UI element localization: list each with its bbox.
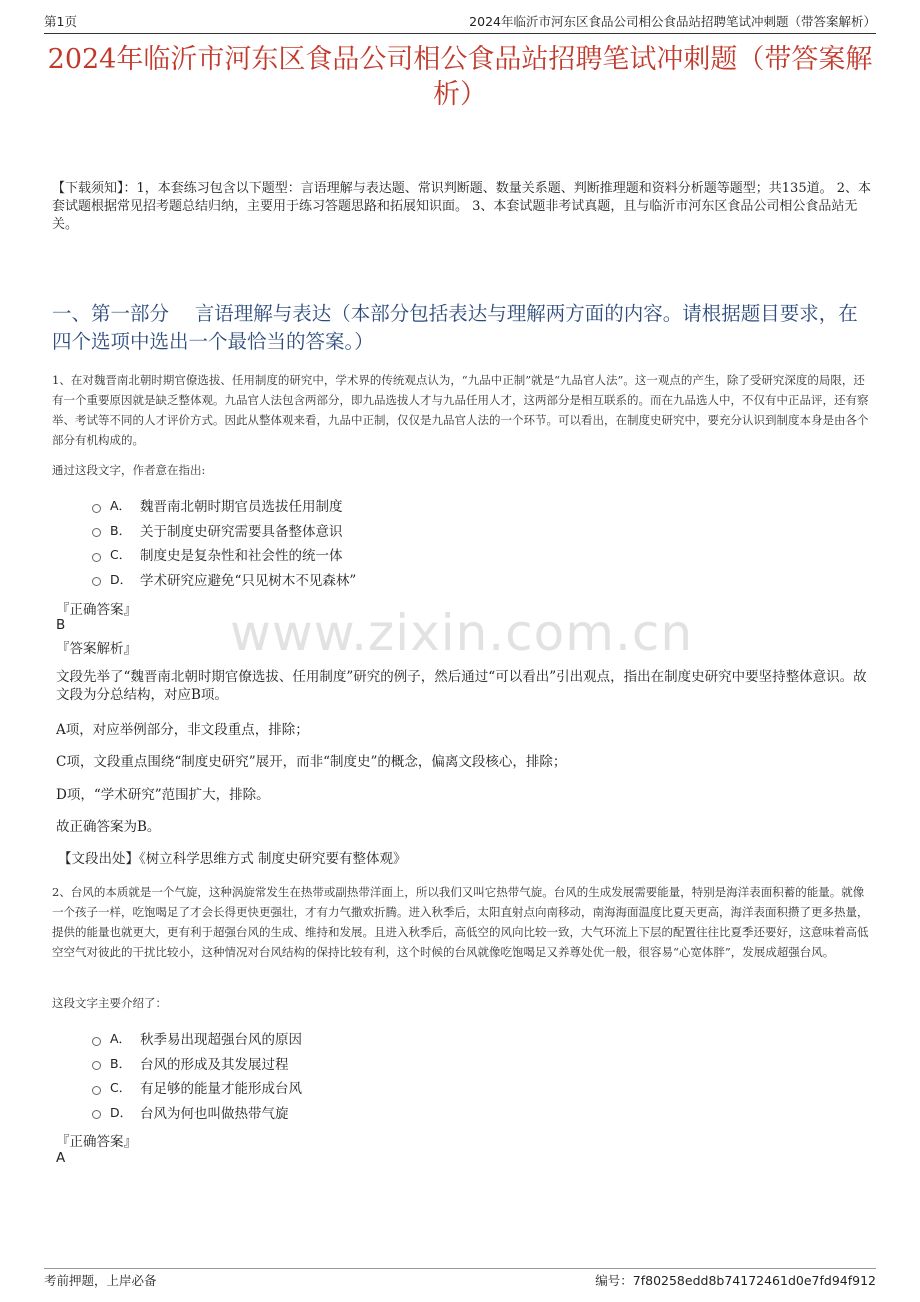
analysis-paragraph: A项，对应举例部分，非文段重点，排除；	[56, 722, 309, 738]
page-header	[44, 12, 876, 34]
analysis-paragraph: 文段先举了“魏晋南北朝时期官僚选拔、任用制度”研究的例子，然后通过“可以看出”引出观点，指出在制度史研究中要坚持整体意识。故文段为分总结构，对应B项。	[56, 669, 867, 703]
question-2-options	[92, 1026, 302, 1124]
answer-value: A	[56, 1150, 66, 1166]
radio-icon[interactable]	[92, 1110, 101, 1119]
option-a[interactable]: A． 秋季易出现超强台风的原因	[92, 1026, 302, 1051]
page-footer	[44, 1268, 876, 1289]
watermark: www.zixin.com.cn	[230, 604, 694, 662]
footer-slogan: 考前押题，上岸必备	[44, 1273, 157, 1288]
question-2-prompt: 这段文字主要介绍了：	[52, 996, 167, 1010]
option-b[interactable]: B． 台风的形成及其发展过程	[92, 1051, 302, 1076]
radio-icon[interactable]	[92, 553, 101, 562]
question-1-options	[92, 493, 356, 591]
radio-icon[interactable]	[92, 577, 101, 586]
question-1-prompt: 通过这段文字，作者意在指出:	[52, 463, 206, 477]
option-b[interactable]: B． 关于制度史研究需要具备整体意识	[92, 518, 356, 543]
radio-icon[interactable]	[92, 1037, 101, 1046]
answer-label: 『正确答案』	[56, 602, 137, 618]
radio-icon[interactable]	[92, 528, 101, 537]
radio-icon[interactable]	[92, 1061, 101, 1070]
answer-label: 『正确答案』	[56, 1134, 137, 1150]
document-id: 编号：7f80258edd8b74172461d0e7fd94f912	[595, 1273, 876, 1288]
document-title: 2024年临沂市河东区食品公司相公食品站招聘笔试冲刺题（带答案解析）	[47, 44, 873, 110]
analysis-paragraph: 故正确答案为B。	[56, 819, 161, 835]
analysis-label: 『答案解析』	[56, 641, 137, 657]
analysis-paragraph: D项，“学术研究”范围扩大，排除。	[56, 787, 270, 803]
page-number: 第1页	[44, 14, 77, 29]
download-notice: 【下载须知】：1，本套练习包含以下题型：言语理解与表达题、常识判断题、数量关系题、判断推理题和资料分析题等题型；共135道。 2、本套试题根据常见招考题总结归纳，主要用于练习答题思路和拓展知识面。 3、本套试题非考试真题，且与临沂市河东区食品公司相公食品站无关。	[52, 181, 871, 232]
option-a[interactable]: A． 魏晋南北朝时期官员选拔任用制度	[92, 493, 356, 518]
option-d[interactable]: D． 学术研究应避免“只见树木不见森林”	[92, 567, 356, 592]
section-heading: 一、第一部分 言语理解与表达（本部分包括表达与理解两方面的内容。请根据题目要求，在四个选项中选出一个最恰当的答案。）	[52, 302, 858, 353]
question-2-text: 2、台风的本质就是一个气旋，这种涡旋常发生在热带或副热带洋面上，所以我们又叫它热带气旋。台风的生成发展需要能量，特别是海洋表面积蓄的能量。就像一个孩子一样，吃饱喝足了才会长得更快更强壮，才有力气撒欢折腾。进入秋季后，太阳直射点向南移动，南海海面温度比夏天更高，海洋表面积攒了更多热量，提供的能量也就更大，更有利于超强台风的生成、维持和发展。且进入秋季后，高低空的风向比较一致，大气环流上下层的配置往往比夏季还要好，这意味着高低空空气对彼此的干扰比较小，这种情况对台风结构的保持比较有利，这个时候的台风就像吃饱喝足又养尊处优一般，很容易“心宽体胖”，发展成超强台风。	[52, 885, 869, 959]
source-citation: 【文段出处】《树立科学思维方式 制度史研究要有整体观》	[58, 851, 407, 867]
radio-icon[interactable]	[92, 504, 101, 513]
question-1-text: 1、在对魏晋南北朝时期官僚选拔、任用制度的研究中，学术界的传统观点认为，“九品中正制”就是“九品官人法”。这一观点的产生，除了受研究深度的局限，还有一个重要原因就是缺乏整体观。九品官人法包含两部分，即九品选拔人才与九品任用人才，这两部分是相互联系的。而在九品选人中，不仅有中正品评，还有察举、考试等不同的人才评价方式。因此从整体观来看，九品中正制，仅仅是九品官人法的一个环节。可以看出，在制度史研究中，要充分认识到制度本身是由各个部分有机构成的。	[52, 373, 869, 447]
option-c[interactable]: C． 制度史是复杂性和社会性的统一体	[92, 542, 356, 567]
option-d[interactable]: D． 台风为何也叫做热带气旋	[92, 1100, 302, 1125]
radio-icon[interactable]	[92, 1086, 101, 1095]
option-c[interactable]: C． 有足够的能量才能形成台风	[92, 1075, 302, 1100]
analysis-paragraph: C项，文段重点围绕“制度史研究”展开，而非“制度史”的概念，偏离文段核心，排除；	[56, 754, 567, 770]
answer-value: B	[56, 617, 66, 633]
header-doc-title: 2024年临沂市河东区食品公司相公食品站招聘笔试冲刺题（带答案解析）	[469, 14, 876, 29]
